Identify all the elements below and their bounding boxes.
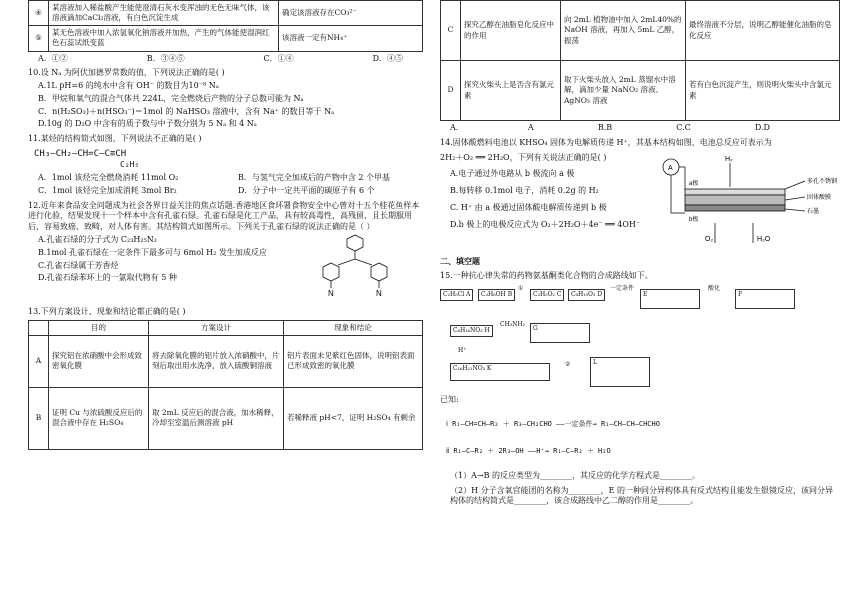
q13-table-continued: [440, 0, 840, 121]
table-cell: 某无色溶液中加入浓氢氧化钠溶液并加热，产生的气体能使湿润红色石蕊试纸变蓝: [49, 26, 279, 51]
amine-label: N: [328, 289, 334, 298]
question-10: [28, 68, 423, 130]
compound-box: C₃H₈OH B: [478, 289, 515, 301]
table-cell: 若稀释液 pH<7，证明 H₂SO₄ 有剩余: [284, 387, 423, 449]
table-row: [29, 1, 423, 26]
table-cell: 取下火柴头放入 2mL 蒸馏水中溶解，滴加少量 NaNO₂ 溶液、AgNO₃ 溶液: [561, 61, 686, 121]
option: B.B: [597, 123, 613, 132]
question-14: [440, 138, 840, 253]
table-cell: 某溶液加入稀盐酸产生能使澄清石灰水变浑浊的无色无味气体，该溶液滴加CaCl₂溶液，有白色沉淀生成: [49, 1, 279, 26]
table-header: 目的: [49, 320, 149, 335]
table-cell: C: [441, 1, 461, 61]
table-cell: D: [441, 61, 461, 121]
table-row: [29, 26, 423, 51]
structural-formula-branch: C₂H₅: [120, 160, 140, 170]
electrode-b-label: b极: [689, 216, 699, 223]
question-stem: 10.设 Nₐ 为阿伏加德罗常数的值，下列说法正确的是( ): [28, 68, 225, 78]
h2-inlet-label: H₂: [725, 155, 733, 163]
option: C. H⁺ 由 a 极通过固体酸电解质传递到 b 极: [450, 202, 607, 212]
arrow-label: 酸化: [708, 285, 721, 293]
o2-inlet-label: O₂: [705, 235, 714, 243]
table-cell: 最终溶液不分层，说明乙醇能催化油脂的皂化反应: [686, 1, 840, 61]
compound-box: F: [735, 289, 795, 309]
table-cell: ④: [29, 1, 49, 26]
malachite-green-structure: [293, 233, 418, 303]
arrow-label: H⁺: [458, 347, 467, 355]
table-cell: 探究铝在浓硝酸中会形成致密氧化膜: [49, 335, 149, 387]
options-row: [28, 173, 423, 184]
equation: 2H₂＋O₂ ══ 2H₂O，下列有关说法正确的是( ): [440, 152, 607, 162]
question-14-body: [440, 153, 840, 253]
table-cell: 确定该溶液存在CO₃²⁻: [279, 1, 423, 26]
table-row: [441, 61, 840, 121]
option: D.孔雀石绿苯环上的一氯取代物有 5 种: [38, 273, 177, 283]
table-header: [29, 320, 49, 335]
table-header: 方案设计: [149, 320, 284, 335]
table-cell: 探究火柴头上是否含有氯元素: [461, 61, 561, 121]
question-13: [28, 307, 423, 450]
question-stem: 14.固体酸燃料电池以 KHSO₄ 固体为电解质传递 H⁺，其基本结构如图，电池总反应可表示为: [440, 137, 772, 147]
option: B.1mol 孔雀石绿在一定条件下最多可与 6mol H₂ 发生加成反应: [38, 247, 267, 257]
option: B．与氢气完全加成后的产物中含 2 个甲基: [238, 173, 391, 183]
option: A.电子通过外电路从 b 极流向 a 极: [450, 169, 575, 179]
table-row: [29, 387, 423, 449]
table-cell: 取 2mL 反应后的混合液，加水稀释，冷却至室温后测溶液 pH: [149, 387, 284, 449]
table-cell: 证明 Cu 与浓硫酸反应后的混合液中存在 H₂SO₄: [49, 387, 149, 449]
ammeter-label: A: [668, 164, 673, 172]
arrow-label: 一定条件: [610, 285, 635, 293]
question-stem: 13.下列方案设计、现象和结论都正确的是( ): [28, 307, 186, 316]
options-list: [28, 233, 293, 303]
question-15: [440, 271, 840, 507]
compound-box: C₂H₅O₂ C: [530, 289, 564, 301]
known-reaction: ⅰ R₁—CH=CH—R₂ ＋ R₃—CH₂CHO ——一定条件→ R₁—CH—CH—CHCHO: [446, 419, 660, 428]
q9-options: [28, 54, 423, 65]
table-cell: 若有白色沉淀产生，则说明火柴头中含氯元素: [686, 61, 840, 121]
option: D.D: [754, 123, 770, 132]
table-cell: 向 2mL 植物油中加入 2mL40%的 NaOH 溶液，再加入 5mL 乙醇，振荡: [561, 1, 686, 61]
known-reaction: ⅱ R₁—C—R₂ ＋ 2R₃—OH ——H⁺→ R₁—C—R₂ ＋ H₂O: [446, 447, 611, 456]
option: B．③④⑤: [146, 53, 185, 63]
synthesis-route: [440, 285, 840, 395]
sub-question: （2）H 分子含氧官能团的名称为________，E 的一种同分异构体具有反式结构且能发生银镜反应，该同分异构体的结构简式是________，该合成路线中乙二醇的作用是________。: [450, 485, 833, 506]
option: A．1mol 该烃完全燃烧消耗 11mol O₂: [38, 173, 179, 183]
q13-options: [440, 123, 840, 134]
fuel-cell-diagram: [655, 153, 840, 253]
known-label: 已知:: [440, 395, 459, 405]
compound-box: L: [590, 357, 650, 387]
layer-label: 多孔不锈钢: [807, 178, 838, 185]
option: B．甲烷和氧气的混合气体共 224L，完全燃烧后产物的分子总数可能为 Nₐ: [38, 93, 304, 103]
section-title: 二、填空题: [440, 256, 480, 266]
structural-formula: CH₃—CH₂—CH=C—C≡CH: [34, 149, 127, 160]
amine-label: N: [376, 289, 382, 298]
option: D．④⑤: [372, 53, 403, 63]
compound-box: C₆H₁₆NO₃ H: [450, 325, 493, 337]
table-header: 现象和结论: [284, 320, 423, 335]
compound-box: G: [530, 323, 590, 343]
option: C．n(H₂SO₃)＋n(HSO₃⁻)＝1mol 的 NaHSO₃ 溶液中，含有 Na⁺ 的数目等于 Nₐ: [38, 106, 335, 116]
table-cell: ⑤: [29, 26, 49, 51]
compound-box: C₆H₁₀O₃ D: [568, 289, 605, 301]
table-row: [441, 1, 840, 61]
table-cell: B: [29, 387, 49, 449]
arrow-label: CH₃NH₂: [500, 321, 526, 329]
table-cell: A: [29, 335, 49, 387]
question-11: [28, 134, 423, 196]
option: A．: [450, 123, 464, 132]
question-stem: 12.近年来食品安全问题成为社会各界日益关注的焦点话题.香港地区食环署食物安全中心曾对十五个桂花鱼样本进行化验，结果发现十一个样本中含有孔雀石绿。孔雀石绿是化工产品，具有较高毒性，高残留，且长期服用后，容易致癌、致畸，对人体有害。其结构简式如图所示。下列关于孔雀石绿的说法正确的是（ ）: [28, 200, 420, 232]
arrow-label: ①: [518, 285, 524, 293]
sub-question: （1）A→B 的反应类型为________，其反应的化学方程式是________。: [450, 470, 700, 480]
option: C．1mol 该烃完全加成消耗 3mol Br₂: [38, 185, 177, 195]
option: A: [527, 123, 534, 132]
option: C.孔雀石绿属于芳香烃: [38, 260, 119, 270]
compound-box: C₁₆H₂₁NO₃ K: [450, 363, 550, 381]
table-cell: 探究乙醇在油脂皂化反应中的作用: [461, 1, 561, 61]
compound-box: C₂H₅Cl A: [440, 289, 473, 301]
left-column: [28, 0, 423, 450]
table-row: [29, 335, 423, 387]
arrow-label: ②: [565, 361, 571, 369]
electrode-a-label: a极: [689, 180, 699, 187]
q13-table: [28, 320, 423, 450]
option: D.10g 的 D₂O 中含有的质子数与中子数分别为 5 Nₐ 和 4 Nₐ: [38, 119, 257, 129]
table-cell: 将去除氧化膜的铝片放入浓硝酸中，片刻后取出用水洗净，放入硫酸铜溶液: [149, 335, 284, 387]
h2o-outlet-label: H₂O: [757, 235, 771, 243]
table-header-row: [29, 320, 423, 335]
table-cell: 该溶液一定有NH₄⁺: [279, 26, 423, 51]
question-stem: 15.一种抗心律失常的药物氨基酮类化合物的合成路线如下。: [440, 271, 653, 281]
option: B.每转移 0.1mol 电子，消耗 0.2g 的 H₂: [450, 186, 599, 196]
question-12-body: [28, 233, 423, 303]
option: A.孔雀石绿的分子式为 C₂₃H₂₅N₂: [38, 235, 157, 244]
layer-label: 固体酸膜: [807, 194, 832, 201]
q9-options-table: [28, 0, 423, 52]
question-12: [28, 201, 423, 303]
options-list: [440, 153, 655, 253]
table-cell: 铝片表面未见紫红色固体，说明铝表面已形成致密的氧化膜: [284, 335, 423, 387]
question-stem: 11.某烃的结构简式如图，下列说法不正确的是( ): [28, 134, 202, 144]
option: A.1L pH=6 的纯水中含有 OH⁻ 的数目为10⁻⁸ Nₐ: [38, 81, 219, 91]
compound-box: E: [640, 289, 700, 309]
option: A．①②: [38, 53, 68, 63]
options-row: [28, 186, 423, 197]
layer-label: 石墨: [807, 208, 820, 215]
right-column: [440, 0, 840, 507]
option: C.C: [676, 123, 691, 132]
option: C．①④: [263, 53, 294, 63]
option: D．分子中一定共平面的碳原子有 6 个: [238, 185, 375, 195]
option: D.b 极上的电极反应式为 O₂＋2H₂O＋4e⁻ ══ 4OH⁻: [450, 219, 641, 229]
